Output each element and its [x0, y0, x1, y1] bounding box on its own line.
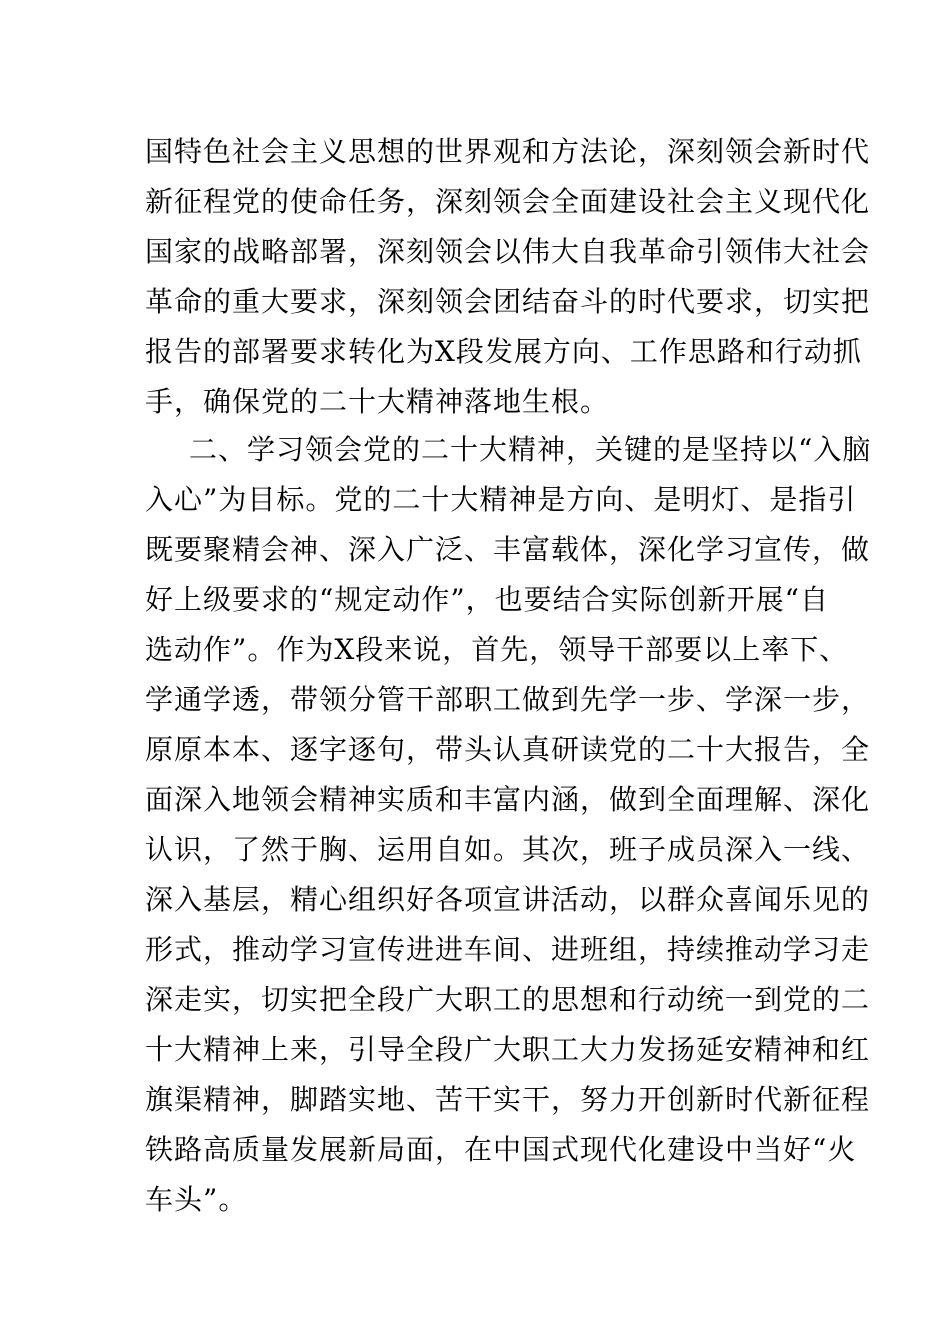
paragraph-start-line: 二、学习领会党的二十大精神，关键的是坚持以“入脑: [189, 433, 872, 466]
text-line: 新征程党的使命任务，深刻领会全面建设社会主义现代化: [145, 185, 871, 218]
text-line: 深走实，切实把全段广大职工的思想和行动统一到党的二: [145, 983, 871, 1016]
text-line: 好上级要求的“规定动作”，也要结合实际创新开展“自: [145, 583, 829, 616]
text-line: 既要聚精会神、深入广泛、丰富载体，深化学习宣传，做: [145, 533, 871, 566]
text-line: 铁路高质量发展新局面，在中国式现代化建设中当好“火: [145, 1133, 857, 1166]
text-line: 国特色社会主义思想的世界观和方法论，深刻领会新时代: [145, 135, 871, 168]
text-line: 手，确保党的二十大精神落地生根。: [145, 385, 610, 418]
text-line: 选动作”。作为X段来说，首先，领导干部要以上率下、: [145, 633, 849, 666]
text-line: 车头”。: [145, 1183, 248, 1216]
text-line: 原原本本、逐字逐句，带头认真研读党的二十大报告，全: [145, 733, 871, 766]
text-line: 学通学透，带领分管干部职工做到先学一步、学深一步，: [145, 683, 871, 716]
text-line: 报告的部署要求转化为X段发展方向、工作思路和行动抓: [145, 335, 862, 368]
text-line: 革命的重大要求，深刻领会团结奋斗的时代要求，切实把: [145, 285, 871, 318]
text-line: 国家的战略部署，深刻领会以伟大自我革命引领伟大社会: [145, 235, 871, 268]
text-line: 认识，了然于胸、运用自如。其次，班子成员深入一线、: [145, 833, 871, 866]
text-line: 十大精神上来，引导全段广大职工大力发扬延安精神和红: [145, 1033, 871, 1066]
text-line: 旗渠精神，脚踏实地、苦干实干，努力开创新时代新征程: [145, 1083, 871, 1116]
text-line: 深入基层，精心组织好各项宣讲活动，以群众喜闻乐见的: [145, 883, 871, 916]
text-line: 入心”为目标。党的二十大精神是方向、是明灯、是指引: [145, 483, 857, 516]
text-line: 面深入地领会精神实质和丰富内涵，做到全面理解、深化: [145, 783, 871, 816]
text-line: 形式，推动学习宣传进进车间、进班组，持续推动学习走: [145, 933, 871, 966]
